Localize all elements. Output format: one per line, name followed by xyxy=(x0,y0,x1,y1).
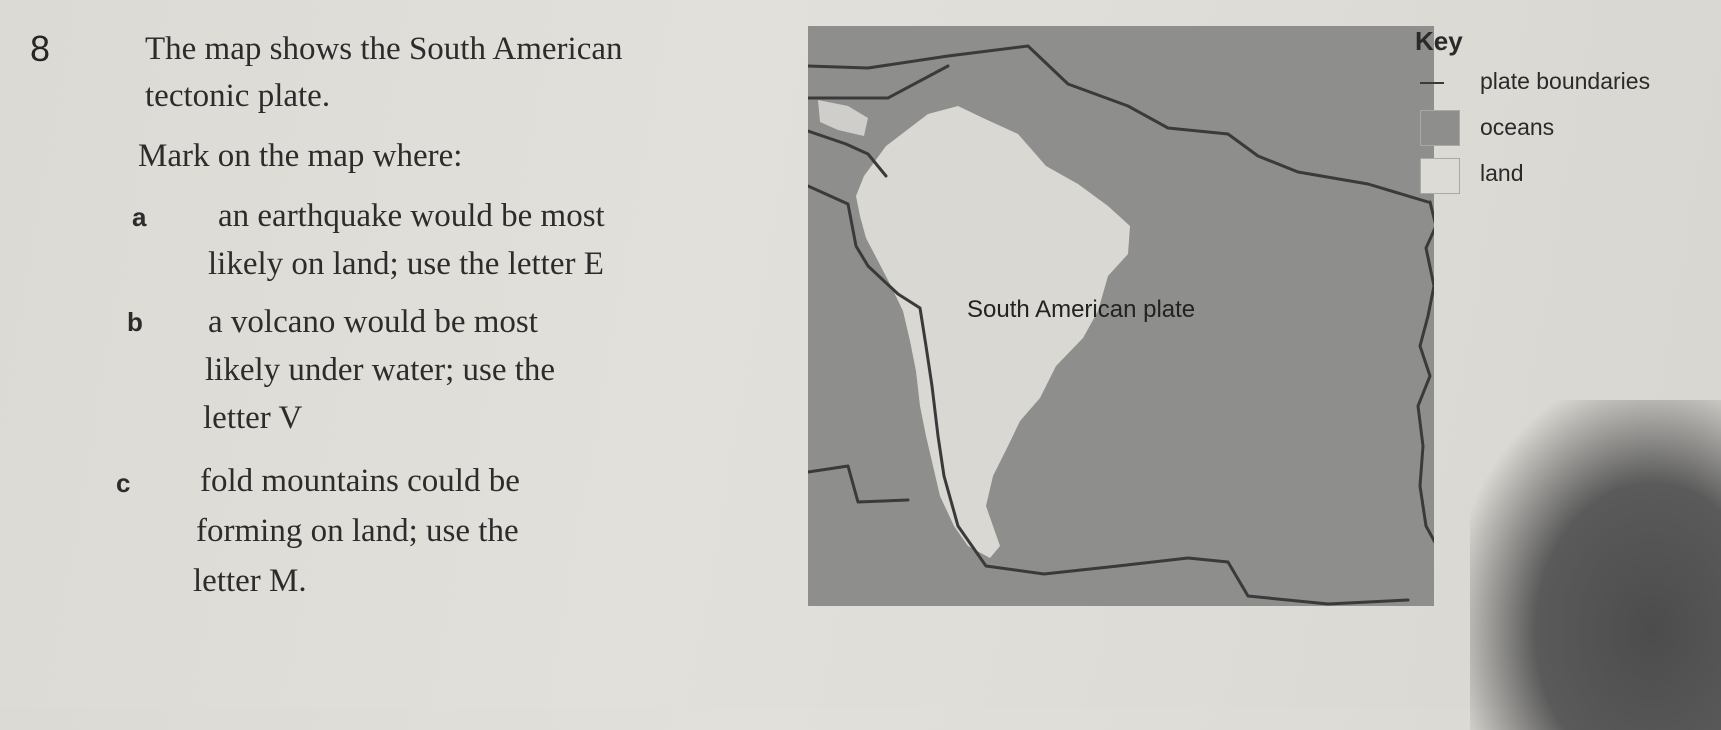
part-b-letter: b xyxy=(127,307,143,337)
part-c-line-2: forming on land; use the xyxy=(196,513,519,549)
part-c-line-1: fold mountains could be xyxy=(200,463,520,499)
instruction-text: Mark on the map where: xyxy=(138,138,463,174)
part-a-line-2: likely on land; use the letter E xyxy=(208,246,604,282)
part-a-line-1: an earthquake would be most xyxy=(218,198,605,234)
part-c-letter: c xyxy=(116,468,131,498)
plate-label: South American plate xyxy=(967,296,1196,323)
intro-line-1: The map shows the South American xyxy=(145,31,623,67)
land-swatch xyxy=(1420,158,1460,194)
part-b-line-3: letter V xyxy=(203,400,303,436)
photo-shadow xyxy=(1470,400,1721,730)
ocean-swatch xyxy=(1420,110,1460,146)
part-b-line-1: a volcano would be most xyxy=(208,304,538,340)
part-c-line-3: letter M. xyxy=(193,563,307,599)
key-label-plate-boundaries: plate boundaries xyxy=(1480,68,1651,94)
intro-line-2: tectonic plate. xyxy=(145,78,331,114)
key-label-oceans: oceans xyxy=(1480,114,1555,140)
key-label-land: land xyxy=(1480,160,1524,186)
key-title: Key xyxy=(1415,26,1463,56)
part-a-letter: a xyxy=(132,202,147,232)
part-b-line-2: likely under water; use the xyxy=(205,352,556,388)
question-number: 8 xyxy=(30,28,51,69)
plate-boundary-line-symbol xyxy=(1420,82,1444,84)
